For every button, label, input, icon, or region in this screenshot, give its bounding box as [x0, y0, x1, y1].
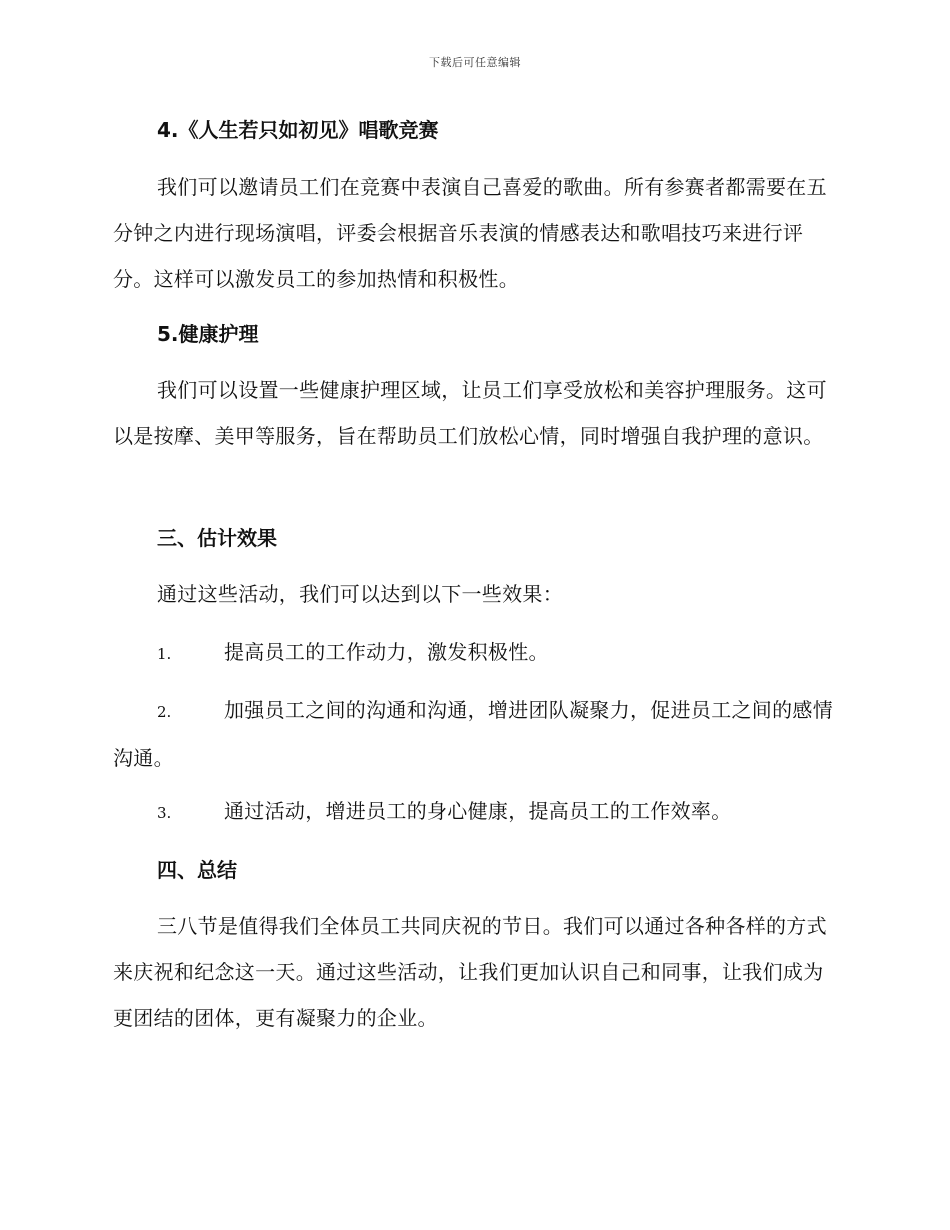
list-item-number: 3. — [157, 804, 172, 822]
page-header: 下载后可任意编辑 — [429, 56, 521, 69]
section-heading-singing: 4.《人生若只如初见》唱歌竞赛 — [157, 118, 439, 142]
section-heading-health: 5.健康护理 — [157, 322, 259, 346]
effects-list-item — [113, 629, 833, 677]
section-heading-summary: 四、总结 — [157, 858, 237, 882]
paragraph-effects-intro: 通过这些活动，我们可以达到以下一些效果： — [157, 582, 563, 606]
section-heading-effects: 三、估计效果 — [157, 526, 277, 550]
effects-list-item — [113, 687, 833, 781]
paragraph-singing: 我们可以邀请员工们在竞赛中表演自己喜爱的歌曲。所有参赛者都需要在五分钟之内进行现场演唱，评委会根据音乐表演的情感表达和歌唱技巧来进行评分。这样可以激发员工的参加热情和积极性。 — [113, 175, 827, 291]
paragraph-health: 我们可以设置一些健康护理区域，让员工们享受放松和美容护理服务。这可以是按摩、美甲等服务，旨在帮助员工们放松心情，同时增强自我护理的意识。 — [113, 378, 827, 448]
effects-list-item — [113, 788, 833, 836]
paragraph-summary: 三八节是值得我们全体员工共同庆祝的节日。我们可以通过各种各样的方式来庆祝和纪念这一天。通过这些活动，让我们更加认识自己和同事，让我们成为更团结的团体，更有凝聚力的企业。 — [113, 914, 827, 1030]
list-item-text: 通过活动，增进员工的身心健康，提高员工的工作效率。 — [224, 799, 732, 823]
list-item-number: 2. — [157, 703, 172, 721]
list-item-text: 提高员工的工作动力，激发积极性。 — [224, 640, 549, 664]
list-item-text: 加强员工之间的沟通和沟通，增进团队凝聚力，促进员工之间的感情沟通。 — [113, 698, 833, 770]
list-item-number: 1. — [157, 645, 172, 663]
